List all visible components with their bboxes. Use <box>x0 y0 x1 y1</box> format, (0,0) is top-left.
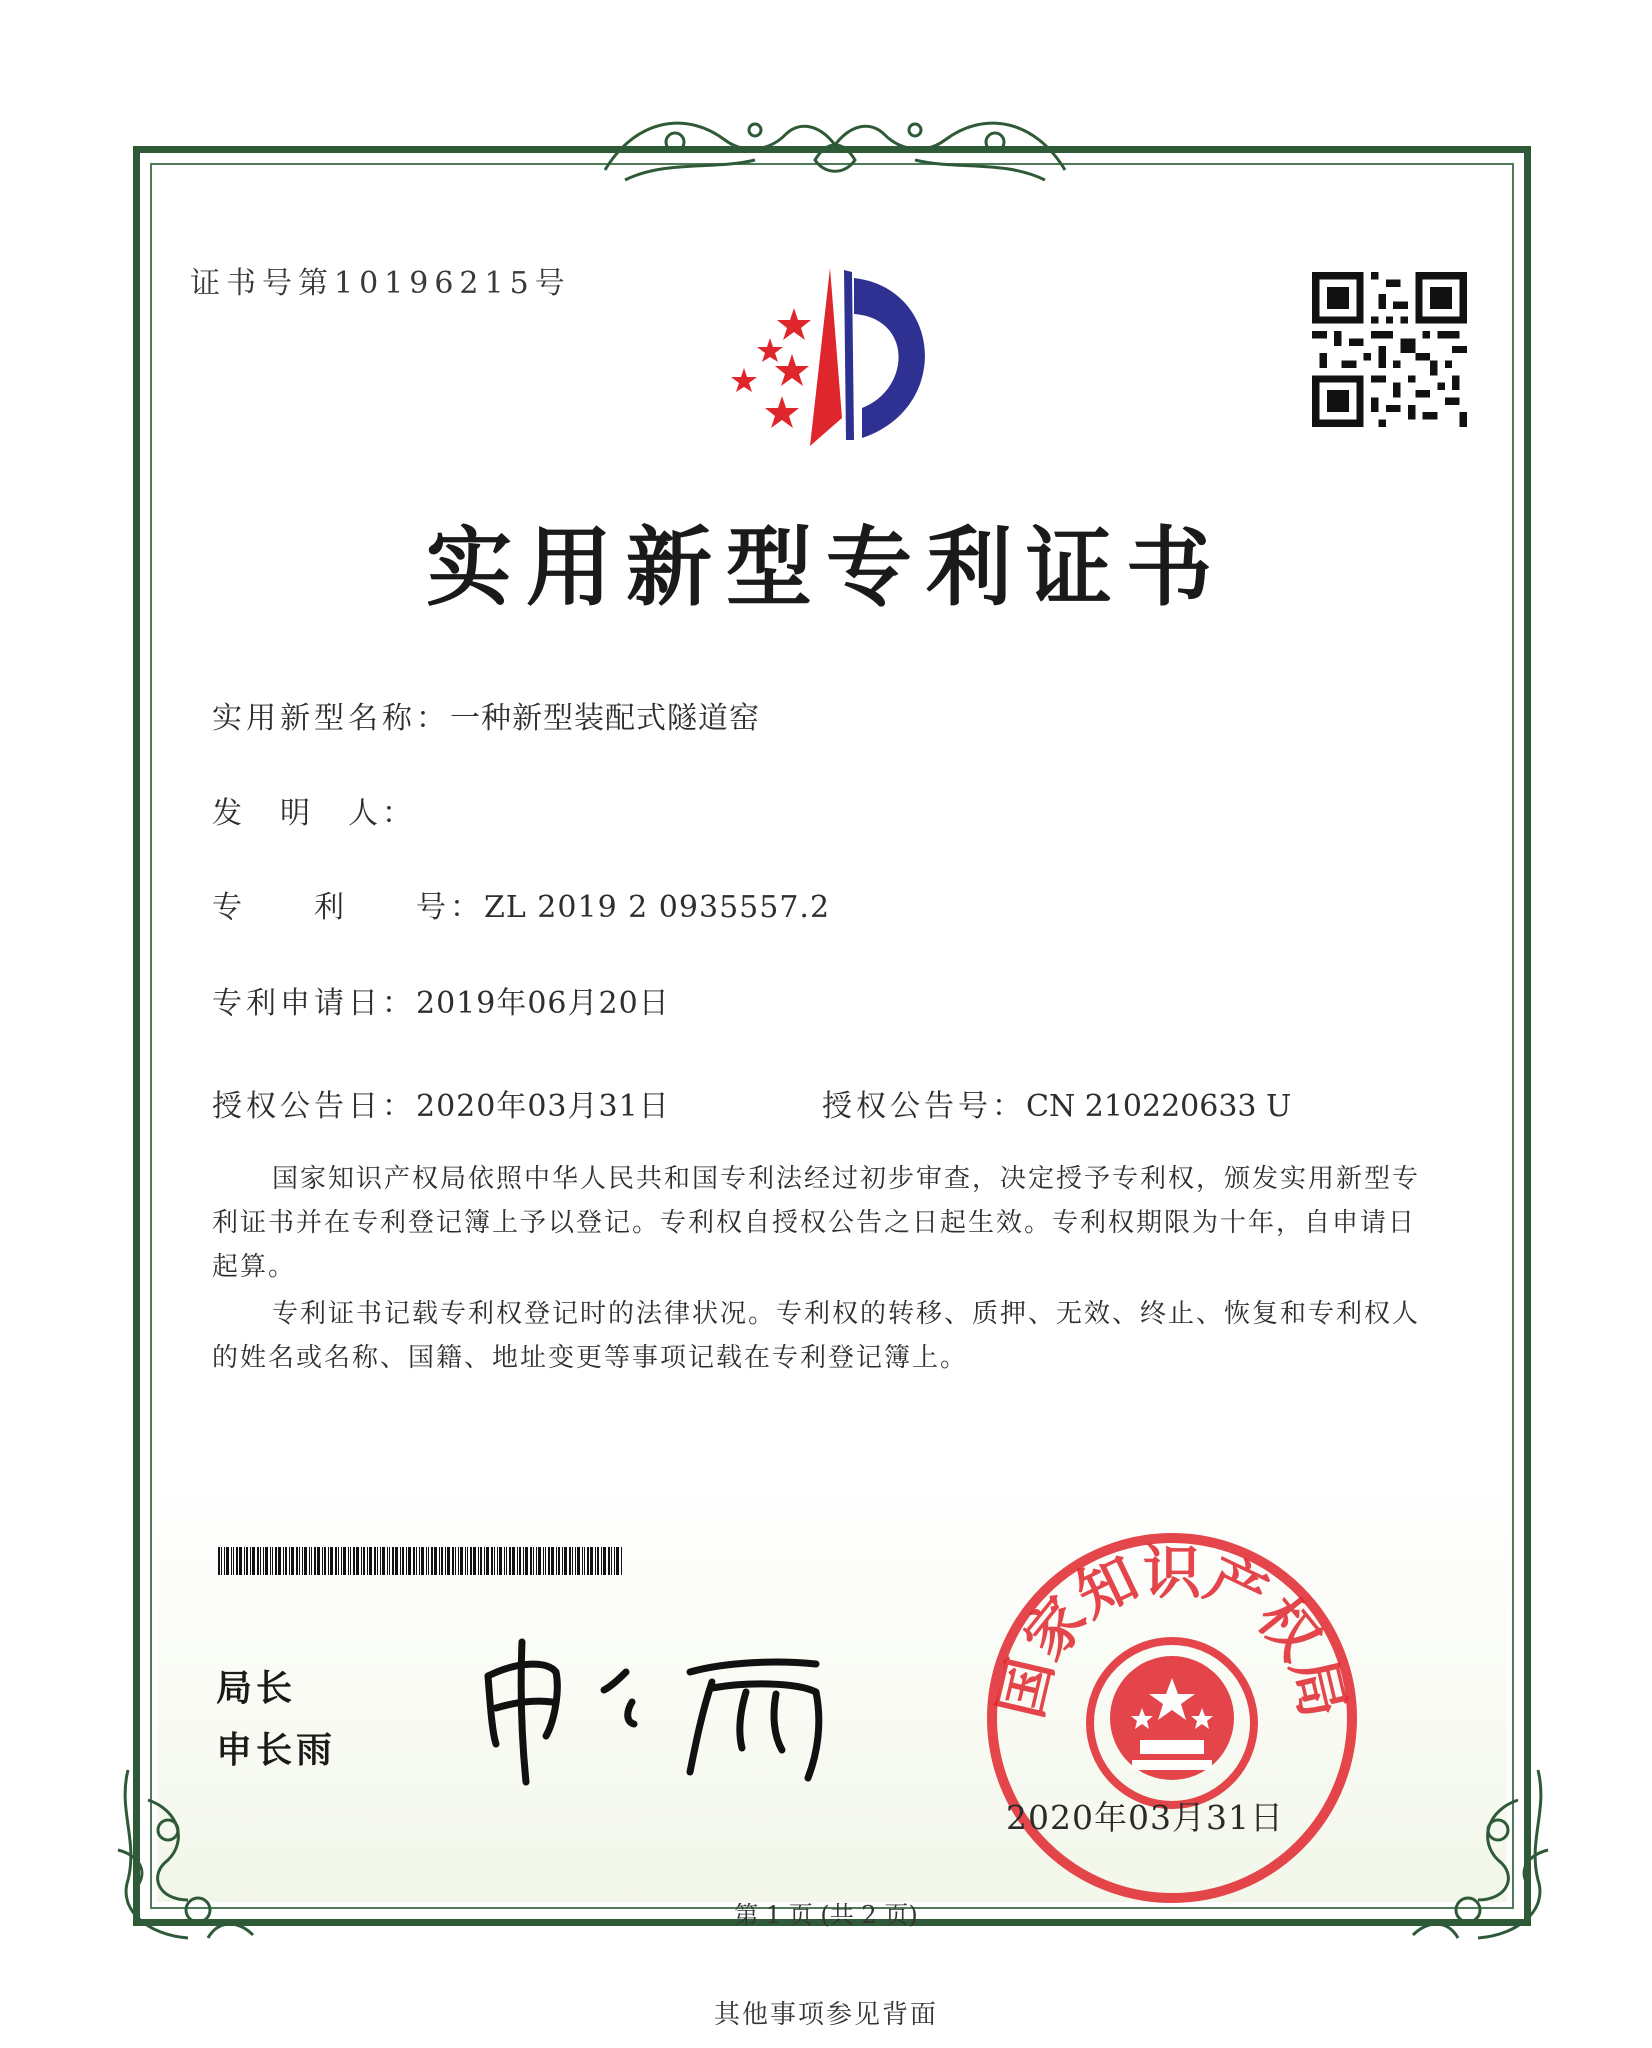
utility-model-name-value: 一种新型装配式隧道窑 <box>450 701 760 736</box>
top-ornament <box>595 100 1075 192</box>
seal-text: 国家知识产权局 <box>986 1538 1358 1725</box>
application-date-row <box>212 978 670 1022</box>
barcode <box>218 1547 624 1575</box>
grant-number-label: 授权公告号： <box>822 1089 1026 1124</box>
certificate-title: 实用新型专利证书 <box>426 518 1226 618</box>
patent-office-emblem <box>712 258 962 458</box>
utility-model-name-label: 实用新型名称： <box>212 701 450 736</box>
certificate-number: 证书号第10196215号 <box>190 266 571 301</box>
grant-date-row <box>212 1081 670 1125</box>
grant-number-row <box>822 1081 1291 1125</box>
patent-number-label: 专 利 号： <box>212 890 484 925</box>
patent-number-value: ZL 2019 2 0935557.2 <box>484 890 831 925</box>
body-paragraph: 国家知识产权局依照中华人民共和国专利法经过初步审查，决定授予专利权，颁发实用新型专利证书并在专利登记簿上予以登记。专利权自授权公告之日起生效。专利权期限为十年，自申请日起算。 <box>212 1164 1421 1282</box>
qr-code <box>1312 272 1467 427</box>
application-date-label: 专利申请日： <box>212 986 416 1021</box>
handwritten-signature <box>476 1632 836 1792</box>
inventor-label: 发 明 人： <box>212 796 416 831</box>
body-paragraph: 专利证书记载专利权登记时的法律状况。专利权的转移、质押、无效、终止、恢复和专利权人的姓名或名称、国籍、地址变更等事项记载在专利登记簿上。 <box>212 1299 1421 1373</box>
patent-number-row <box>212 882 830 926</box>
footer-note: 其他事项参见背面 <box>713 2000 938 2030</box>
utility-model-name-row <box>212 693 760 737</box>
grant-number-value: CN 210220633 U <box>1026 1089 1292 1124</box>
application-date-value: 2019年06月20日 <box>416 986 670 1021</box>
page-number: 第 1 页 (共 2 页) <box>734 1901 918 1929</box>
grant-date-label: 授权公告日： <box>212 1089 416 1124</box>
director-name: 申长雨 <box>216 1730 337 1771</box>
director-title: 局长 <box>216 1668 297 1709</box>
seal-date: 2020年03月31日 <box>1006 1798 1284 1837</box>
grant-date-value: 2020年03月31日 <box>416 1089 670 1124</box>
official-seal <box>982 1528 1362 1908</box>
inventor-row <box>212 788 416 832</box>
